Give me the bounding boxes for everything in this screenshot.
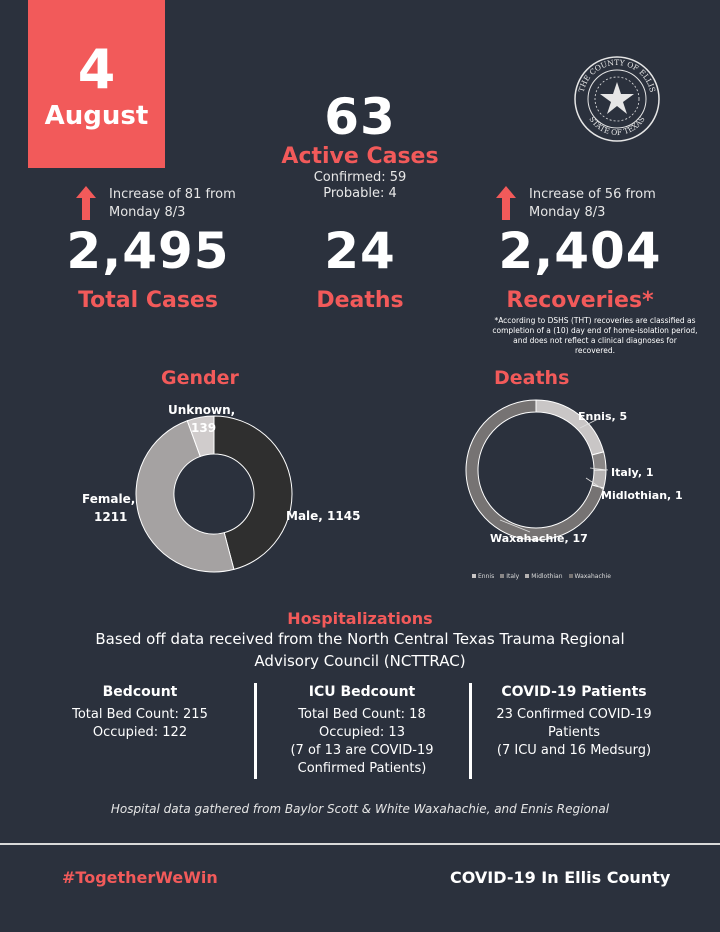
total-increase-line2: Monday 8/3 [109,205,186,220]
hosp-title: Hospitalizations [287,609,433,628]
legend-item: Waxahachie [569,573,611,580]
active-cases-label: Active Cases [281,144,439,169]
footnote-line: *According to DSHS (THT) recoveries are classified as [494,316,696,325]
active-cases-value: 63 [324,88,396,146]
footer-divider [0,843,720,845]
bedcount-total: Total Bed Count: 215 [72,707,208,722]
deaths-label-midlothian: Midlothian, 1 [601,489,683,502]
gender-label-male: Male, 1145 [286,509,361,523]
recoveries-label: Recoveries* [506,288,654,313]
hosp-subtitle-line2: Advisory Council (NCTTRAC) [254,652,466,670]
footnote-line: and does not reflect a clinical diagnoses for [513,336,677,345]
bedcount-title: Bedcount [102,684,178,700]
covid-patients-title: COVID-19 Patients [501,684,647,700]
gender-label-unknown: Unknown, [168,403,236,417]
svg-text:THE COUNTY OF ELLIS: THE COUNTY OF ELLIS [576,57,658,94]
footnote-line: recovered. [575,346,615,355]
footer-hashtag: #TogetherWeWin [62,868,218,887]
icu-covid-line: (7 of 13 are COVID-19 [290,743,434,758]
total-cases-label: Total Cases [78,288,218,313]
icu-occupied: Occupied: 13 [319,725,405,740]
deaths-label-italy: Italy, 1 [611,466,654,479]
icu-total: Total Bed Count: 18 [298,707,426,722]
deaths-legend [472,573,611,580]
deaths-value: 24 [324,222,396,280]
legend-item: Italy [500,573,519,580]
column-divider [469,683,472,779]
legend-item: Midlothian [525,573,562,580]
gender-label-female-value: 1211 [94,510,128,524]
date-day: 4 [77,38,116,101]
hosp-subtitle [0,628,720,672]
recoveries-increase-line1: Increase of 56 from [529,187,656,202]
gender-chart-title: Gender [161,367,239,389]
deaths-label-ennis: Ennis, 5 [578,410,628,423]
icu-column [262,684,462,778]
active-confirmed: Confirmed: 59 [313,170,407,185]
icu-title: ICU Bedcount [308,684,416,700]
deaths-label-waxahachie: Waxahachie, 17 [490,532,588,545]
date-month: August [44,101,149,131]
covid-patients-line2: Patients [547,725,601,740]
legend-item: Ennis [472,573,494,580]
deaths-label: Deaths [316,288,404,313]
covid-patients-line1: 23 Confirmed COVID-19 [496,707,652,722]
footer-title: COVID-19 In Ellis County [450,868,671,887]
gender-label-unknown-value: 139 [191,421,217,435]
covid-patients-column [476,684,672,760]
bedcount-column [40,684,240,742]
deaths-chart-title: Deaths [494,367,570,389]
recoveries-value: 2,404 [498,222,662,280]
icu-covid-line2: Confirmed Patients) [297,761,427,776]
total-increase-line1: Increase of 81 from [109,187,236,202]
hosp-source-note: Hospital data gathered from Baylor Scott & White Waxahachie, and Ennis Regional [110,802,610,816]
total-cases-value: 2,495 [66,222,230,280]
covid-patients-line3: (7 ICU and 16 Medsurg) [496,743,652,758]
active-probable: Probable: 4 [323,186,397,201]
column-divider [254,683,257,779]
svg-text:STATE OF TEXAS: STATE OF TEXAS [587,114,647,138]
recoveries-increase-line2: Monday 8/3 [529,205,606,220]
gender-label-female: Female, [82,492,136,506]
hosp-subtitle-line1: Based off data received from the North Central Texas Trauma Regional [95,630,625,648]
footnote-line: completion of a (10) day end of home-isolation period, [492,326,698,335]
bedcount-occupied: Occupied: 122 [92,725,188,740]
